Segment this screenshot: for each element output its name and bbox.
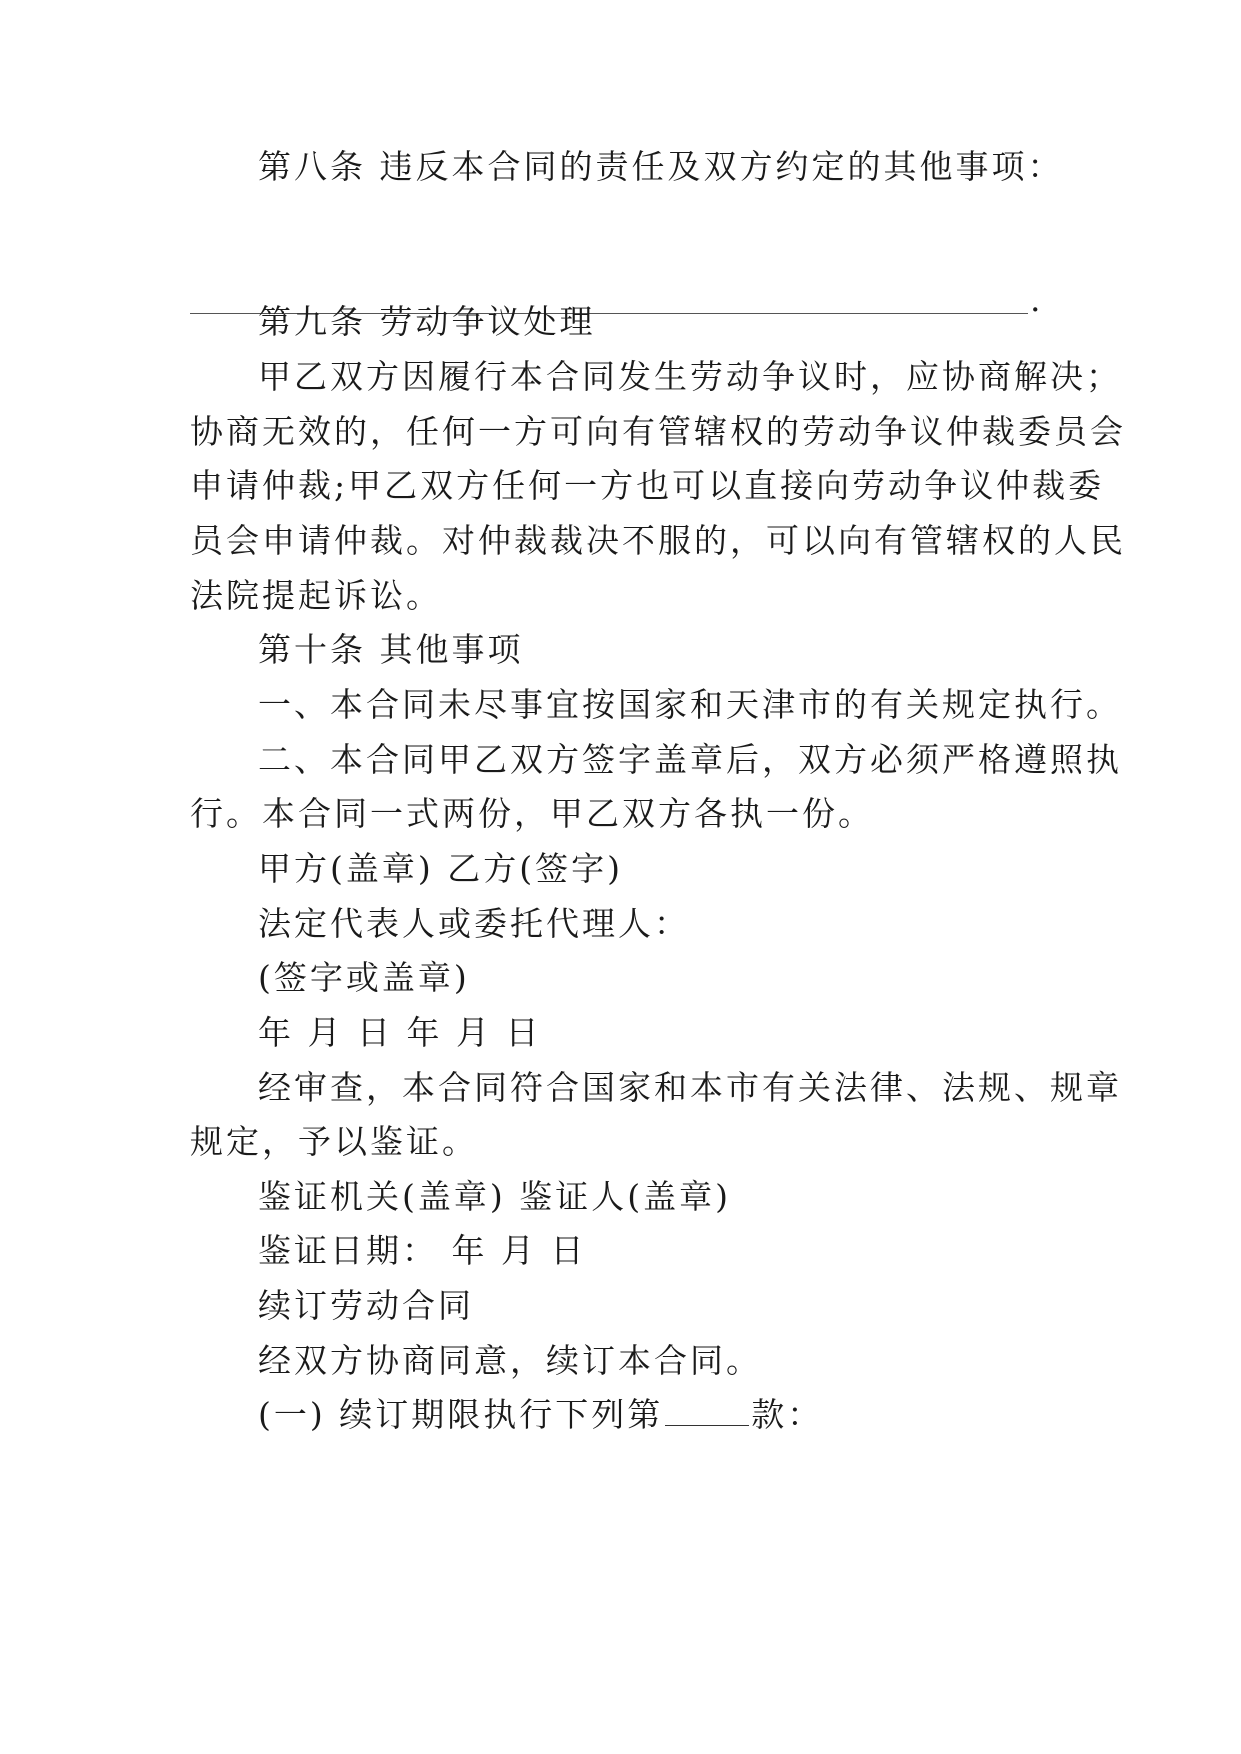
legal-representative: 法定代表人或委托代理人：: [258, 904, 690, 943]
renewal-title: 续订劳动合同: [258, 1286, 474, 1325]
article-9-paragraph-line-2: 协商无效的，任何一方可向有管辖权的劳动争议仲裁委员会: [190, 412, 1126, 451]
article-10-heading: 第十条 其他事项: [258, 630, 524, 669]
article-10-item-1: 一、本合同未尽事宜按国家和天津市的有关规定执行。: [258, 685, 1122, 724]
article-9-paragraph-line-3: 申请仲裁;甲乙双方任何一方也可以直接向劳动争议仲裁委: [190, 466, 1105, 505]
certification-date: 鉴证日期： 年 月 日: [258, 1231, 587, 1270]
renewal-term-line: [258, 1395, 823, 1435]
renewal-term-prefix: (一) 续订期限执行下列第: [258, 1395, 664, 1434]
article-9-paragraph-line-4: 员会申请仲裁。对仲裁裁决不服的，可以向有管辖权的人民: [190, 521, 1126, 560]
signature-parties: 甲方(盖章) 乙方(签字): [258, 849, 623, 888]
blank-end-punctuation: .: [1030, 280, 1044, 319]
article-9-paragraph-line-5: 法院提起诉讼。: [190, 576, 442, 615]
article-9-paragraph-line-1: 甲乙双方因履行本合同发生劳动争议时，应协商解决；: [258, 357, 1122, 396]
certification-organ: 鉴证机关(盖章) 鉴证人(盖章): [258, 1177, 731, 1216]
renewal-agreement: 经双方协商同意，续订本合同。: [258, 1341, 762, 1380]
renewal-term-suffix: 款：: [751, 1395, 824, 1434]
signature-date-line: 年 月 日 年 月 日: [258, 1013, 542, 1052]
renewal-term-blank: [665, 1424, 749, 1426]
article-10-item-2-line-1: 二、本合同甲乙双方签字盖章后，双方必须严格遵照执: [258, 740, 1122, 779]
article-9-heading: 第九条 劳动争议处理: [258, 302, 596, 341]
review-line-2: 规定，予以鉴证。: [190, 1122, 478, 1161]
sign-or-seal: (签字或盖章): [258, 958, 470, 997]
article-10-item-2-line-2: 行。本合同一式两份，甲乙双方各执一份。: [190, 794, 874, 833]
review-line-1: 经审查，本合同符合国家和本市有关法律、法规、规章: [258, 1068, 1122, 1107]
article-8-heading: 第八条 违反本合同的责任及双方约定的其他事项：: [258, 147, 1064, 186]
